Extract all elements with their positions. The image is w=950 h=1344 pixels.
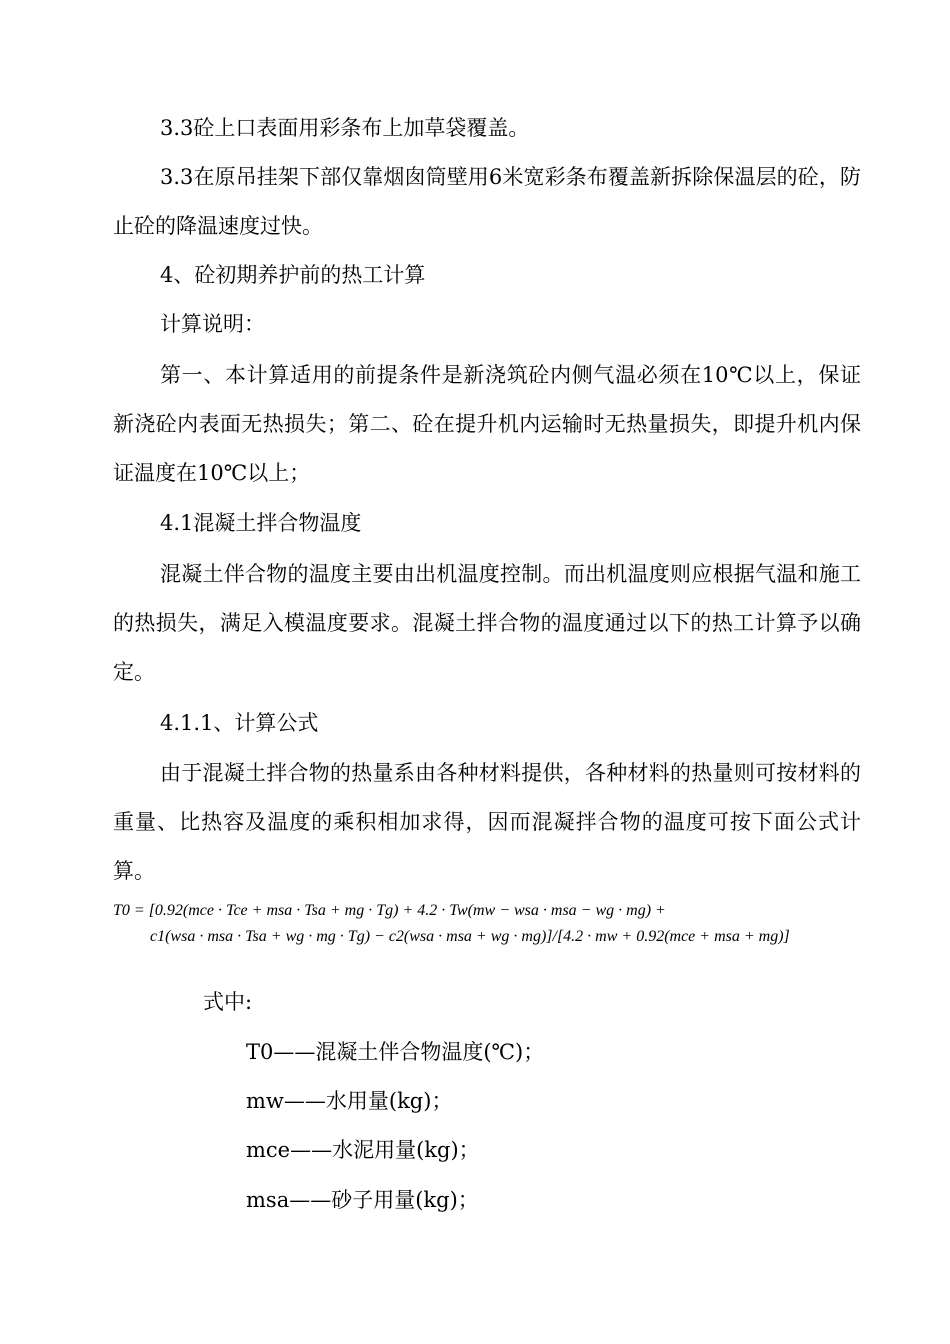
calc-note-heading: 计算说明： [160,312,265,336]
definitions-intro: 式中: [203,990,253,1014]
temperature-formula [113,898,853,950]
section-heading-4-1: 4.1混凝土拌合物温度 [160,511,362,535]
section-heading-4: 4、砼初期养护前的热工计算 [160,263,426,287]
formula-line-2: c1(wsa · msa · Tsa + wg · mg · Tg) − c2(wsa · msa + wg · mg)]/[4.2 · mw + 0.92(mce + msa + mg)] [150,928,790,945]
paragraph-3-3-cover: 3.3砼上口表面用彩条布上加草袋覆盖。 [160,116,530,140]
definition-mce: mce——水泥用量(kg)； [246,1138,480,1162]
paragraph-mix-temperature: 混凝土伴合物的温度主要由出机温度控制。而出机温度则应根据气温和施工的热损失，满足入模温度要求。混凝土拌合物的温度通过以下的热工计算予以确定。 [113,562,861,684]
definition-t0: T0——混凝土伴合物温度(℃)； [246,1040,545,1064]
definition-msa: msa——砂子用量(kg)； [246,1188,479,1212]
section-heading-4-1-1: 4.1.1、计算公式 [160,711,319,735]
definition-mw: mw——水用量(kg)； [246,1089,453,1113]
paragraph-3-3-hanging-frame: 3.3在原吊挂架下部仅靠烟囱筒壁用6米宽彩条布覆盖新拆除保温层的砼，防止砼的降温速度过快。 [113,165,861,238]
formula-line-1: T0 = [0.92(mce · Tce + msa · Tsa + mg · Tg) + 4.2 · Tw(mw − wsa · msa − wg · mg) + [113,902,666,919]
paragraph-formula-intro: 由于混凝土拌合物的热量系由各种材料提供，各种材料的热量则可按材料的重量、比热容及温度的乘积相加求得，因而混凝拌合物的温度可按下面公式计算。 [113,761,861,883]
paragraph-preconditions: 第一、本计算适用的前提条件是新浇筑砼内侧气温必须在10℃以上，保证新浇砼内表面无热损失；第二、砼在提升机内运输时无热量损失，即提升机内保证温度在10℃以上； [113,363,861,485]
